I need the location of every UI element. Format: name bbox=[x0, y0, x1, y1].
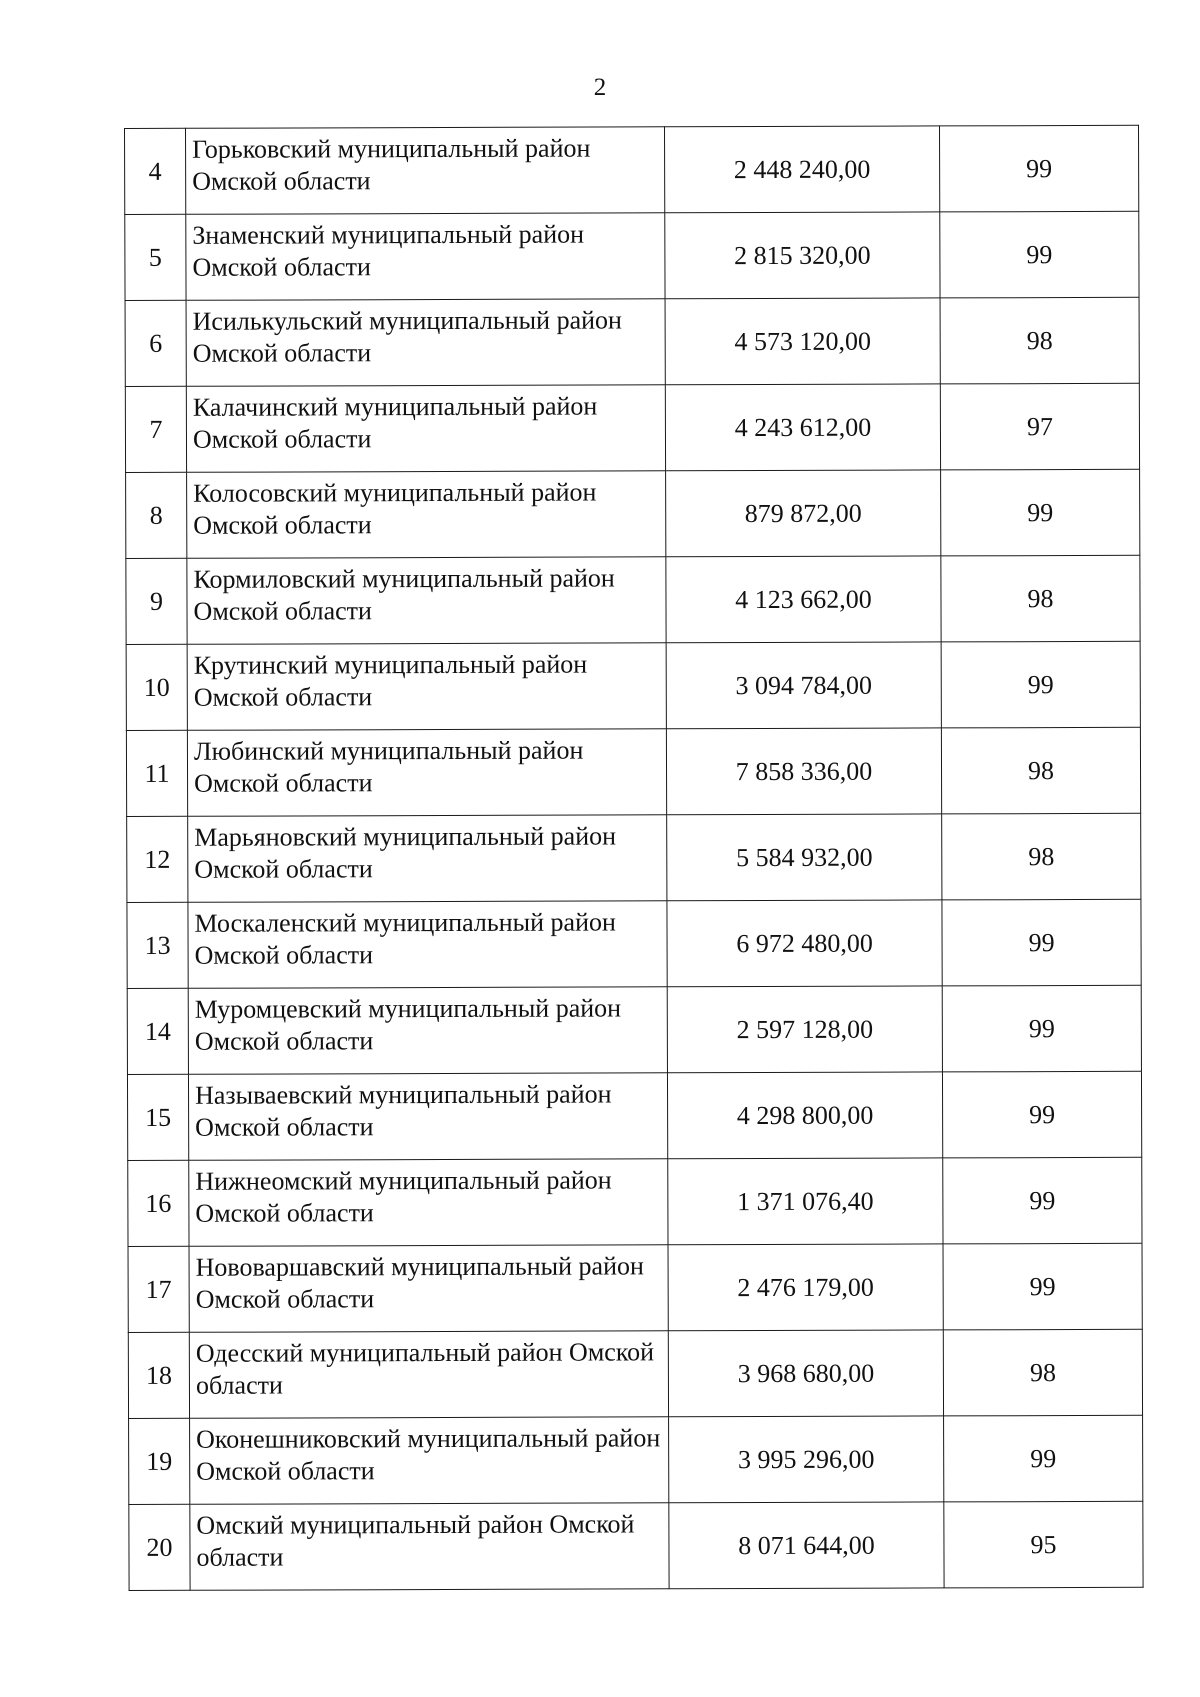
table-row bbox=[127, 899, 1141, 988]
row-number-cell: 7 bbox=[125, 386, 186, 472]
table-row bbox=[129, 1501, 1143, 1590]
page-number: 2 bbox=[593, 74, 607, 101]
percent-cell: 97 bbox=[940, 383, 1139, 470]
district-name: Колосовский муниципальный район Омской области bbox=[193, 477, 597, 540]
table-row bbox=[126, 555, 1140, 644]
row-number-cell: 9 bbox=[126, 558, 187, 644]
amount-cell: 2 448 240,00 bbox=[664, 126, 939, 213]
row-number-cell: 17 bbox=[128, 1246, 189, 1332]
percent-cell: 98 bbox=[941, 727, 1140, 814]
row-number-cell: 5 bbox=[125, 214, 186, 300]
row-number-cell: 20 bbox=[129, 1504, 190, 1590]
percent-cell: 98 bbox=[943, 1329, 1142, 1416]
district-name: Исилькульский муниципальный район Омской области bbox=[192, 304, 622, 368]
percent-cell: 98 bbox=[940, 297, 1139, 384]
percent-cell: 99 bbox=[943, 1243, 1142, 1330]
amount-cell: 8 071 644,00 bbox=[669, 1502, 944, 1589]
table-row bbox=[127, 813, 1141, 902]
district-name: Называевский муниципальный район Омской области bbox=[194, 1078, 612, 1142]
district-name-cell bbox=[186, 299, 665, 387]
row-number-cell: 12 bbox=[127, 816, 188, 902]
row-number-cell: 15 bbox=[127, 1074, 188, 1160]
percent-cell: 99 bbox=[942, 985, 1141, 1072]
amount-cell: 4 573 120,00 bbox=[665, 298, 940, 385]
row-number-cell: 8 bbox=[126, 472, 187, 558]
district-name: Омский муниципальный район Омской области bbox=[196, 1508, 635, 1572]
percent-cell: 98 bbox=[942, 813, 1141, 900]
amount-cell: 4 123 662,00 bbox=[666, 556, 941, 643]
row-number-cell: 11 bbox=[126, 730, 187, 816]
percent-cell: 95 bbox=[944, 1501, 1143, 1588]
district-name-cell bbox=[186, 213, 665, 301]
row-number-cell: 14 bbox=[127, 988, 188, 1074]
district-name: Любинский муниципальный район Омской области bbox=[193, 735, 584, 798]
row-number-cell: 16 bbox=[128, 1160, 189, 1246]
percent-cell: 99 bbox=[942, 899, 1141, 986]
district-name-cell bbox=[188, 1073, 667, 1161]
table-row bbox=[128, 1329, 1142, 1418]
district-name: Кормиловский муниципальный район Омской области bbox=[193, 562, 615, 626]
allocation-table bbox=[124, 125, 1144, 1591]
district-name-cell bbox=[190, 1503, 669, 1591]
district-name: Горьковский муниципальный район Омской области bbox=[192, 133, 591, 196]
district-name-cell bbox=[187, 471, 666, 559]
row-number-cell: 19 bbox=[129, 1418, 190, 1504]
amount-cell: 2 597 128,00 bbox=[667, 986, 942, 1073]
table-row bbox=[127, 985, 1141, 1074]
table-row bbox=[125, 211, 1139, 300]
table-row bbox=[128, 1157, 1142, 1246]
district-name-cell bbox=[187, 557, 666, 645]
district-name: Марьяновский муниципальный район Омской области bbox=[194, 820, 617, 884]
table-row bbox=[125, 125, 1139, 214]
amount-cell: 7 858 336,00 bbox=[666, 728, 941, 815]
district-name-cell bbox=[188, 987, 667, 1075]
amount-cell: 5 584 932,00 bbox=[667, 814, 942, 901]
district-name: Оконешниковский муниципальный район Омской области bbox=[196, 1422, 661, 1486]
percent-cell: 99 bbox=[941, 641, 1140, 728]
table-row bbox=[128, 1243, 1142, 1332]
district-name: Крутинский муниципальный район Омской области bbox=[193, 649, 588, 712]
amount-cell: 3 094 784,00 bbox=[666, 642, 941, 729]
district-name-cell bbox=[188, 901, 667, 989]
amount-cell: 879 872,00 bbox=[666, 470, 941, 557]
district-name-cell bbox=[186, 127, 665, 215]
district-name-cell bbox=[189, 1331, 668, 1419]
amount-cell: 6 972 480,00 bbox=[667, 900, 942, 987]
amount-cell: 3 995 296,00 bbox=[669, 1416, 944, 1503]
row-number-cell: 4 bbox=[125, 128, 186, 214]
table-row bbox=[126, 469, 1140, 558]
row-number-cell: 13 bbox=[127, 902, 188, 988]
percent-cell: 98 bbox=[941, 555, 1140, 642]
amount-cell: 4 298 800,00 bbox=[667, 1072, 942, 1159]
amount-cell: 2 815 320,00 bbox=[665, 212, 940, 299]
row-number-cell: 18 bbox=[128, 1332, 189, 1418]
district-name: Муромцевский муниципальный район Омской области bbox=[194, 992, 622, 1056]
district-name: Москаленский муниципальный район Омской области bbox=[194, 906, 616, 970]
district-name-cell bbox=[187, 643, 666, 731]
district-name-cell bbox=[189, 1159, 668, 1247]
percent-cell: 99 bbox=[940, 211, 1139, 298]
table-body bbox=[125, 125, 1144, 1590]
district-name: Калачинский муниципальный район Омской области bbox=[192, 391, 598, 454]
percent-cell: 99 bbox=[942, 1071, 1141, 1158]
district-name: Знаменский муниципальный район Омской области bbox=[192, 219, 585, 282]
district-name-cell bbox=[187, 729, 666, 817]
district-name-cell bbox=[188, 815, 667, 903]
row-number-cell: 10 bbox=[126, 644, 187, 730]
table-row bbox=[125, 297, 1139, 386]
district-name-cell bbox=[189, 1245, 668, 1333]
district-name: Нововаршавский муниципальный район Омской области bbox=[195, 1250, 644, 1314]
amount-cell: 4 243 612,00 bbox=[665, 384, 940, 471]
amount-cell: 2 476 179,00 bbox=[668, 1244, 943, 1331]
percent-cell: 99 bbox=[941, 469, 1140, 556]
row-number-cell: 6 bbox=[125, 300, 186, 386]
table-row bbox=[126, 641, 1140, 730]
table-row bbox=[129, 1415, 1143, 1504]
percent-cell: 99 bbox=[943, 1157, 1142, 1244]
amount-cell: 3 968 680,00 bbox=[668, 1330, 943, 1417]
percent-cell: 99 bbox=[944, 1415, 1143, 1502]
table-row bbox=[127, 1071, 1141, 1160]
amount-cell: 1 371 076,40 bbox=[668, 1158, 943, 1245]
district-name: Одесский муниципальный район Омской области bbox=[195, 1336, 655, 1400]
allocation-table-wrapper bbox=[124, 125, 1131, 1591]
district-name-cell bbox=[186, 385, 665, 473]
table-row bbox=[126, 727, 1140, 816]
table-row bbox=[125, 383, 1139, 472]
district-name-cell bbox=[190, 1417, 669, 1505]
district-name: Нижнеомский муниципальный район Омской области bbox=[195, 1164, 612, 1228]
percent-cell: 99 bbox=[939, 125, 1138, 212]
